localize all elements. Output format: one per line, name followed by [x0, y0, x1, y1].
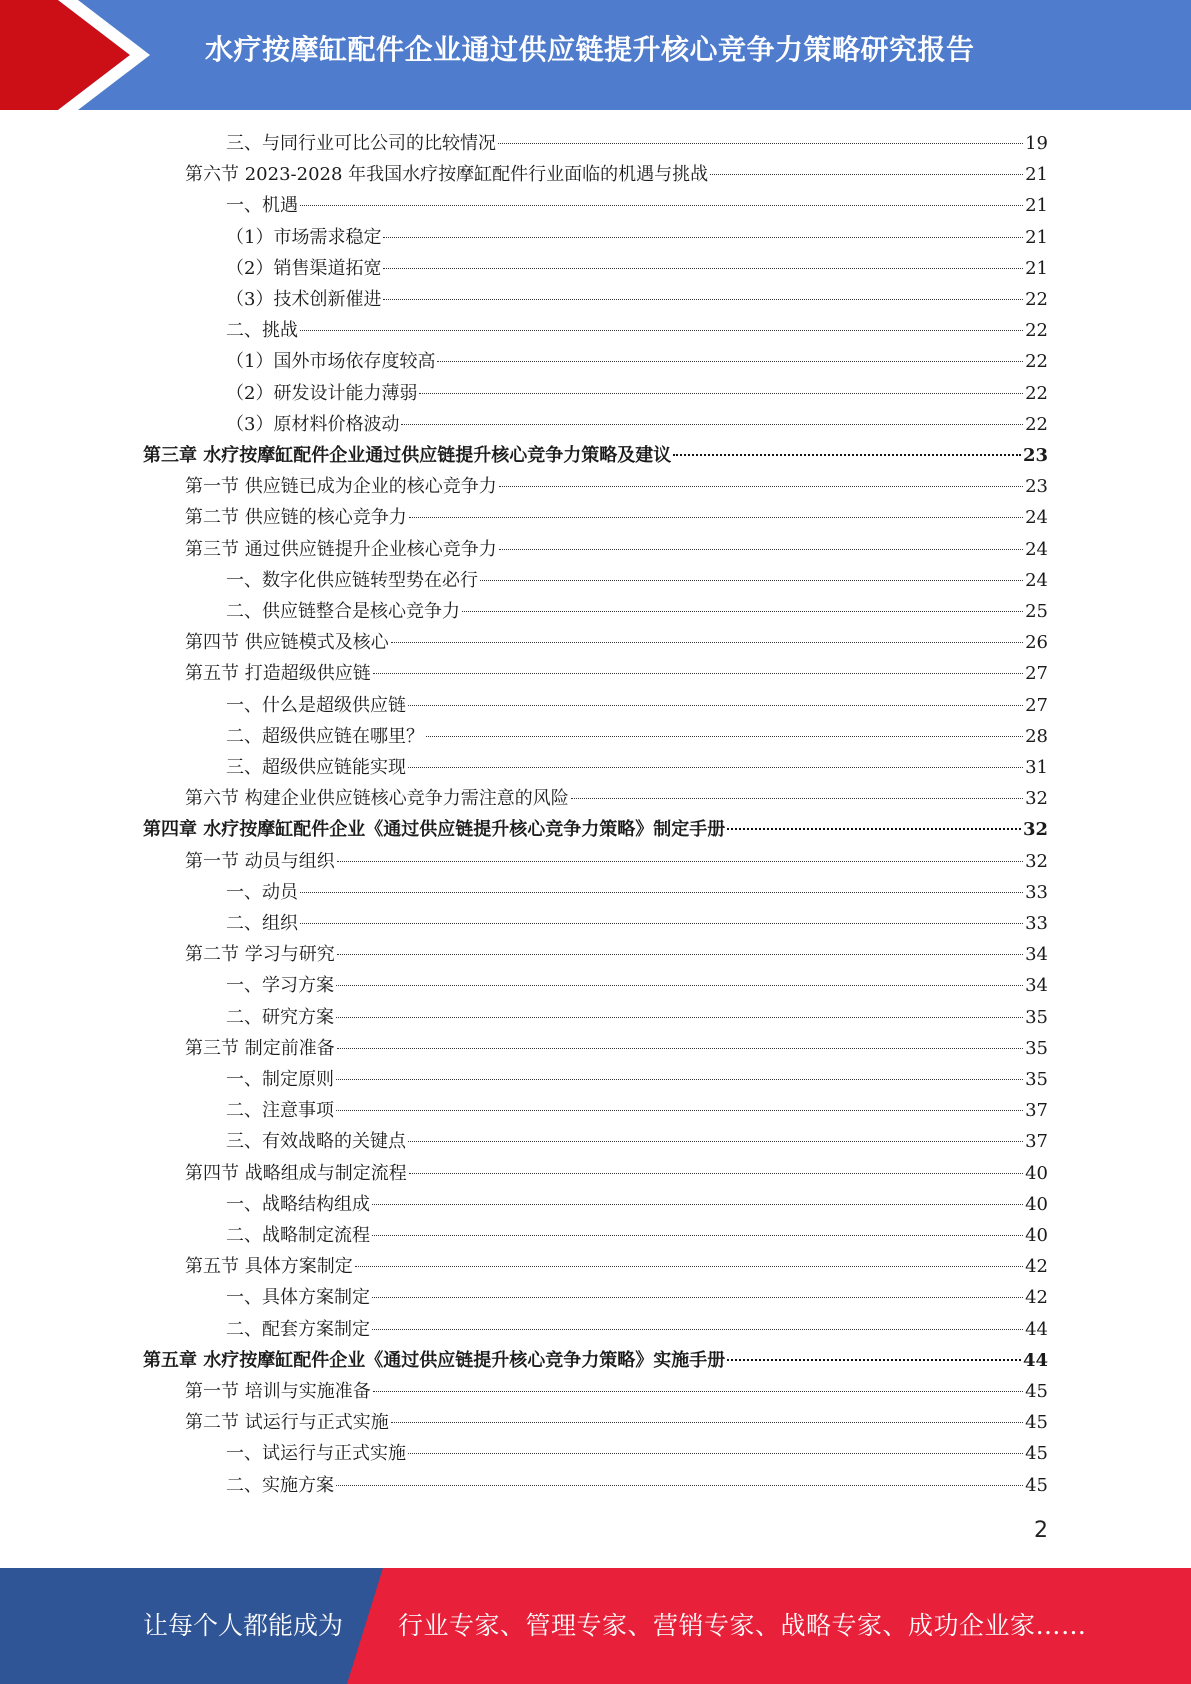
toc-entry[interactable]	[226, 409, 1048, 440]
toc-entry[interactable]	[143, 1345, 1048, 1376]
toc-dot-leader	[391, 642, 1023, 643]
toc-entry[interactable]	[226, 284, 1048, 315]
toc-entry[interactable]	[226, 222, 1048, 253]
toc-entry-title: （1）市场需求稳定	[226, 226, 382, 248]
toc-entry[interactable]	[185, 1407, 1048, 1438]
toc-entry[interactable]	[185, 846, 1048, 877]
toc-entry-page: 45	[1025, 1412, 1048, 1434]
toc-dot-leader	[499, 486, 1023, 487]
toc-entry-page: 32	[1022, 819, 1048, 841]
toc-entry-page: 27	[1025, 694, 1048, 716]
toc-entry[interactable]	[226, 1220, 1048, 1251]
toc-entry[interactable]	[226, 752, 1048, 783]
toc-entry-page: 42	[1025, 1256, 1048, 1278]
toc-entry-page: 45	[1025, 1381, 1048, 1402]
toc-entry-title: 二、注意事项	[226, 1100, 334, 1122]
toc-entry-title: 第五节 打造超级供应链	[185, 663, 371, 685]
toc-entry[interactable]	[185, 1376, 1048, 1407]
toc-entry-title: （2）研发设计能力薄弱	[226, 382, 418, 404]
toc-entry-page: 42	[1025, 1287, 1048, 1309]
toc-entry[interactable]	[185, 658, 1048, 689]
toc-dot-leader	[300, 892, 1023, 893]
toc-entry-page: 34	[1025, 975, 1048, 997]
toc-entry-page: 23	[1025, 476, 1048, 498]
toc-entry-page: 44	[1025, 1318, 1048, 1340]
toc-entry-page: 22	[1025, 382, 1048, 404]
toc-entry-page: 35	[1025, 1037, 1048, 1059]
toc-entry[interactable]	[226, 1282, 1048, 1313]
toc-entry[interactable]	[226, 378, 1048, 409]
toc-entry-title: 二、研究方案	[226, 1006, 334, 1028]
toc-dot-leader	[337, 1048, 1023, 1049]
toc-dot-leader	[462, 611, 1023, 612]
toc-entry[interactable]	[226, 315, 1048, 346]
toc-entry-page: 34	[1025, 944, 1048, 966]
toc-dot-leader	[372, 1329, 1023, 1330]
toc-dot-leader	[372, 1235, 1023, 1236]
toc-entry-title: 一、学习方案	[226, 975, 334, 997]
toc-dot-leader	[336, 1079, 1023, 1080]
toc-entry-title: 第一节 供应链已成为企业的核心竞争力	[185, 476, 497, 498]
toc-entry[interactable]	[226, 190, 1048, 221]
toc-dot-leader	[499, 549, 1023, 550]
toc-dot-leader	[337, 954, 1023, 955]
toc-entry-page: 40	[1025, 1193, 1048, 1215]
toc-entry-title: 一、制定原则	[226, 1069, 334, 1090]
report-footer	[0, 1568, 1191, 1684]
toc-entry-page: 31	[1025, 757, 1048, 778]
toc-entry[interactable]	[226, 908, 1048, 939]
toc-entry-title: 第一节 动员与组织	[185, 850, 335, 872]
toc-entry-title: 一、试运行与正式实施	[226, 1443, 406, 1465]
toc-dot-leader	[419, 393, 1023, 394]
toc-dot-leader	[336, 985, 1023, 986]
toc-entry-page: 21	[1025, 257, 1048, 279]
toc-entry-page: 45	[1025, 1474, 1048, 1496]
toc-entry[interactable]	[226, 721, 1048, 752]
toc-entry-page: 27	[1025, 663, 1048, 685]
toc-entry[interactable]	[226, 970, 1048, 1001]
toc-entry[interactable]	[226, 1189, 1048, 1220]
toc-entry[interactable]	[226, 1095, 1048, 1126]
toc-entry-page: 28	[1025, 725, 1048, 747]
toc-entry-page: 21	[1025, 195, 1048, 217]
toc-entry-page: 19	[1025, 133, 1048, 154]
toc-entry[interactable]	[226, 877, 1048, 908]
toc-entry[interactable]	[185, 1033, 1048, 1064]
toc-dot-leader	[391, 1422, 1023, 1423]
toc-entry-title: 第二节 试运行与正式实施	[185, 1412, 389, 1434]
toc-entry[interactable]	[226, 1470, 1048, 1501]
toc-entry-title: 二、挑战	[226, 320, 298, 342]
toc-entry-page: 24	[1025, 507, 1048, 529]
toc-entry-page: 33	[1025, 913, 1048, 934]
toc-entry-page: 32	[1025, 788, 1048, 810]
toc-entry-page: 24	[1025, 569, 1048, 591]
toc-entry[interactable]	[185, 534, 1048, 565]
toc-dot-leader	[480, 580, 1023, 581]
toc-entry-title: 一、数字化供应链转型势在必行	[226, 569, 478, 591]
footer-slogan-right: 行业专家、管理专家、营销专家、战略专家、成功企业家……	[398, 1611, 1087, 1640]
toc-entry[interactable]	[143, 814, 1048, 845]
toc-entry-title: （3）原材料价格波动	[226, 413, 400, 435]
toc-entry-title: 一、战略结构组成	[226, 1193, 370, 1215]
toc-entry-title: 第五章 水疗按摩缸配件企业《通过供应链提升核心竞争力策略》实施手册	[143, 1349, 726, 1371]
toc-entry-page: 44	[1022, 1349, 1048, 1371]
toc-entry-title: 二、供应链整合是核心竞争力	[226, 601, 460, 622]
toc-entry-title: 第二节 学习与研究	[185, 944, 335, 966]
toc-entry-page: 25	[1025, 601, 1048, 622]
toc-entry-title: 一、机遇	[226, 195, 298, 217]
toc-entry-page: 35	[1025, 1069, 1048, 1090]
toc-entry-title: （2）销售渠道拓宽	[226, 257, 382, 279]
report-title: 水疗按摩缸配件企业通过供应链提升核心竞争力策略研究报告	[205, 33, 975, 66]
toc-dot-leader	[383, 268, 1023, 269]
toc-entry-title: 二、组织	[226, 913, 298, 934]
toc-dot-leader	[727, 828, 1021, 830]
toc-dot-leader	[300, 923, 1023, 924]
toc-dot-leader	[401, 424, 1023, 425]
toc-entry[interactable]	[185, 783, 1048, 814]
toc-entry[interactable]	[226, 565, 1048, 596]
toc-dot-leader	[372, 1297, 1023, 1298]
toc-entry-page: 21	[1025, 226, 1048, 248]
toc-entry[interactable]	[226, 596, 1048, 627]
toc-entry-page: 37	[1025, 1131, 1048, 1153]
toc-dot-leader	[409, 1173, 1023, 1174]
toc-entry-title: 一、什么是超级供应链	[226, 694, 406, 716]
page-number: 2	[1034, 1518, 1048, 1543]
toc-dot-leader	[571, 798, 1023, 799]
toc-entry[interactable]	[226, 1314, 1048, 1345]
toc-dot-leader	[355, 1266, 1023, 1267]
toc-dot-leader	[426, 736, 1023, 737]
toc-entry-title: 第四节 供应链模式及核心	[185, 632, 389, 654]
toc-entry-page: 37	[1025, 1100, 1048, 1122]
footer-slogan-left: 让每个人都能成为	[143, 1611, 344, 1640]
toc-entry[interactable]	[226, 690, 1048, 721]
toc-entry-title: 一、具体方案制定	[226, 1287, 370, 1309]
toc-dot-leader	[383, 237, 1023, 238]
toc-dot-leader	[710, 174, 1023, 175]
toc-entry[interactable]	[226, 128, 1048, 159]
toc-entry-page: 32	[1025, 850, 1048, 872]
toc-dot-leader	[336, 1017, 1023, 1018]
toc-entry-title: 第三节 制定前准备	[185, 1037, 335, 1059]
toc-entry[interactable]	[143, 440, 1048, 471]
toc-entry-page: 21	[1025, 164, 1048, 186]
toc-dot-leader	[337, 861, 1023, 862]
toc-dot-leader	[408, 767, 1023, 768]
toc-dot-leader	[437, 361, 1023, 362]
toc-entry-page: 22	[1025, 351, 1048, 373]
report-header	[0, 0, 1191, 110]
toc-dot-leader	[300, 330, 1023, 331]
toc-entry[interactable]	[185, 627, 1048, 658]
toc-entry-title: 第五节 具体方案制定	[185, 1256, 353, 1278]
toc-dot-leader	[498, 143, 1023, 144]
toc-entry-page: 40	[1025, 1162, 1048, 1184]
toc-entry[interactable]	[185, 159, 1048, 190]
toc-dot-leader	[673, 454, 1021, 456]
toc-entry[interactable]	[185, 1251, 1048, 1282]
toc-entry-page: 22	[1025, 413, 1048, 435]
toc-entry-title: 第四节 战略组成与制定流程	[185, 1162, 407, 1184]
toc-dot-leader	[336, 1110, 1023, 1111]
toc-dot-leader	[373, 673, 1023, 674]
toc-entry-page: 40	[1025, 1225, 1048, 1246]
toc-entry[interactable]	[185, 471, 1048, 502]
toc-entry-title: 第一节 培训与实施准备	[185, 1381, 371, 1402]
toc-entry[interactable]	[185, 502, 1048, 533]
toc-entry-title: （3）技术创新催进	[226, 289, 382, 310]
toc-entry-page: 33	[1025, 881, 1048, 903]
toc-entry-page: 23	[1022, 445, 1048, 466]
toc-entry-title: 二、实施方案	[226, 1474, 334, 1496]
toc-dot-leader	[373, 1391, 1023, 1392]
toc-entry[interactable]	[226, 253, 1048, 284]
toc-entry[interactable]	[185, 939, 1048, 970]
toc-entry-title: 第三节 通过供应链提升企业核心竞争力	[185, 538, 497, 560]
toc-dot-leader	[408, 1453, 1023, 1454]
toc-entry[interactable]	[226, 346, 1048, 377]
toc-entry-title: （1）国外市场依存度较高	[226, 351, 436, 373]
toc-entry-title: 第四章 水疗按摩缸配件企业《通过供应链提升核心竞争力策略》制定手册	[143, 819, 726, 841]
toc-entry-title: 第六节 2023-2028 年我国水疗按摩缸配件行业面临的机遇与挑战	[185, 164, 709, 186]
toc-entry-title: 第二节 供应链的核心竞争力	[185, 507, 407, 529]
toc-entry-page: 24	[1025, 538, 1048, 560]
toc-entry-title: 二、超级供应链在哪里？	[226, 725, 424, 747]
toc-dot-leader	[408, 1141, 1023, 1142]
toc-entry-page: 22	[1025, 320, 1048, 342]
toc-entry[interactable]	[185, 1158, 1048, 1189]
toc-entry-title: 一、动员	[226, 881, 298, 903]
toc-entry[interactable]	[226, 1002, 1048, 1033]
toc-dot-leader	[383, 299, 1023, 300]
toc-entry-title: 三、超级供应链能实现	[226, 757, 406, 778]
toc-dot-leader	[727, 1359, 1021, 1361]
toc-entry[interactable]	[226, 1126, 1048, 1157]
toc-entry-page: 22	[1025, 289, 1048, 310]
toc-entry-title: 二、配套方案制定	[226, 1318, 370, 1340]
toc-entry[interactable]	[226, 1438, 1048, 1469]
toc-entry-page: 26	[1025, 632, 1048, 654]
toc-dot-leader	[336, 1485, 1023, 1486]
toc-dot-leader	[372, 1204, 1023, 1205]
toc-entry-title: 二、战略制定流程	[226, 1225, 370, 1246]
toc-entry-page: 45	[1025, 1443, 1048, 1465]
toc-dot-leader	[409, 517, 1023, 518]
toc-entry-title: 三、与同行业可比公司的比较情况	[226, 133, 496, 154]
toc-entry-title: 三、有效战略的关键点	[226, 1131, 406, 1153]
toc-entry-title: 第三章 水疗按摩缸配件企业通过供应链提升核心竞争力策略及建议	[143, 445, 672, 466]
toc-entry[interactable]	[226, 1064, 1048, 1095]
toc-dot-leader	[408, 705, 1023, 706]
header-arrow-decoration	[0, 0, 150, 110]
toc-dot-leader	[300, 205, 1023, 206]
toc-entry-page: 35	[1025, 1006, 1048, 1028]
toc-entry-title: 第六节 构建企业供应链核心竞争力需注意的风险	[185, 788, 569, 810]
